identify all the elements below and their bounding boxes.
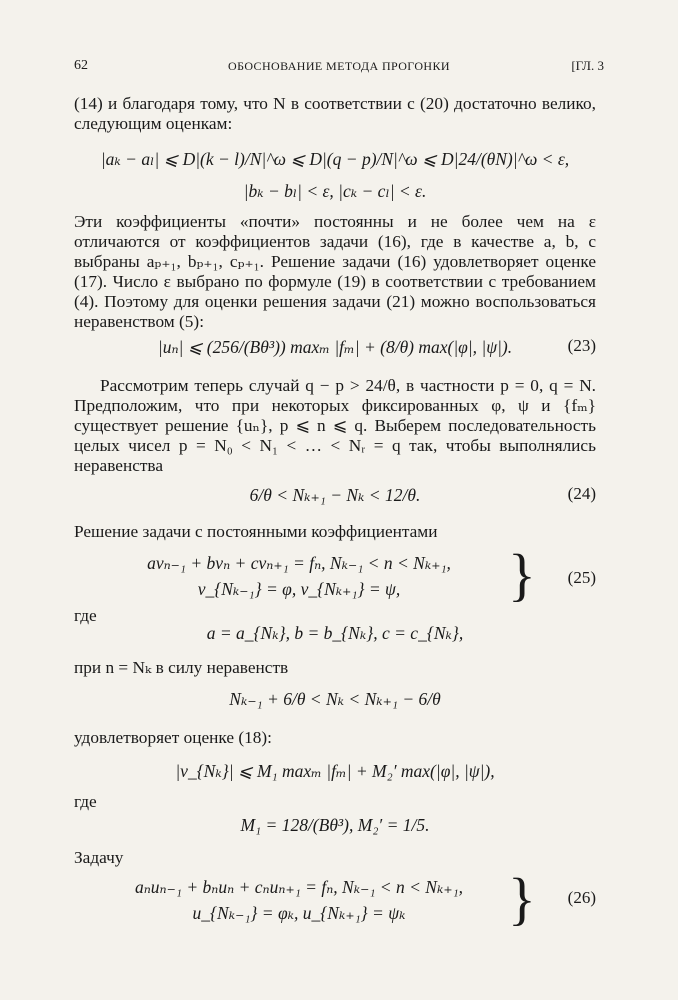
equation-constants: M₁ = 128/(Bθ³), M₂′ = 1/5. — [240, 815, 430, 835]
equation-number-23: (23) — [567, 336, 596, 355]
equation-26-line-2: u_{Nₖ₋₁} = φₖ, u_{Nₖ₊₁} = ψₖ — [192, 903, 406, 923]
paragraph-3: Рассмотрим теперь случай q − p > 24/θ, в частности p = 0, q = N. Предположим, что при некоторых фиксированных φ, ψ и {fₘ} существует решение {uₙ}, p ⩽ n ⩽ q. Выберем последовательность целых чисел p = N₀ < N₁ < … < Nᵣ = q так, чтобы выполнялись неравенства — [74, 376, 596, 475]
equation-25-line-1: avₙ₋₁ + bvₙ + cvₙ₊₁ = fₙ, Nₖ₋₁ < n < Nₖ₊₁, — [147, 553, 451, 573]
paragraph-1: (14) и благодаря тому, что N в соответствии с (20) достаточно велико, следующим оценкам: — [74, 94, 596, 133]
paragraph-4: Решение задачи с постоянными коэффициентами — [74, 522, 438, 541]
equation-number-25: (25) — [567, 568, 596, 587]
equation-23: |uₙ| ⩽ (256/(Bθ³)) maxₘ |fₘ| + (8/θ) max(|φ|, |ψ|). — [157, 337, 513, 357]
equation-inequality: Nₖ₋₁ + 6/θ < Nₖ < Nₖ₊₁ − 6/θ — [229, 689, 441, 709]
equation-25-line-2: v_{Nₖ₋₁} = φ, v_{Nₖ₊₁} = ψ, — [197, 579, 401, 599]
right-brace-25: } — [508, 542, 536, 607]
equation-estimate-18: |v_{Nₖ}| ⩽ M₁ maxₘ |fₘ| + M₂′ max(|φ|, |ψ|), — [175, 761, 495, 781]
equation-24: 6/θ < Nₖ₊₁ − Nₖ < 12/θ. — [249, 485, 421, 505]
equation-number-26: (26) — [567, 888, 596, 907]
right-brace-26: } — [508, 866, 536, 931]
paragraph-5: где — [74, 606, 97, 625]
paragraph-8: где — [74, 792, 97, 811]
running-header — [74, 58, 604, 78]
equation-abc: a = a_{Nₖ}, b = b_{Nₖ}, c = c_{Nₖ}, — [206, 623, 464, 643]
chapter-label: [ГЛ. 3 — [571, 58, 604, 73]
page-number: 62 — [74, 58, 88, 73]
running-title: ОБОСНОВАНИЕ МЕТОДА ПРОГОНКИ — [228, 59, 450, 73]
equation-26-line-1: aₙuₙ₋₁ + bₙuₙ + cₙuₙ₊₁ = fₙ, Nₖ₋₁ < n < Nₖ₊₁, — [134, 877, 464, 897]
equation-estimate-a: |aₖ − aₗ| ⩽ D|(k − l)/N|^ω ⩽ D|(q − p)/N|^ω ⩽ D|24/(θN)|^ω < ε, — [100, 149, 570, 169]
paragraph-2: Эти коэффициенты «почти» постоянны и не более чем на ε отличаются от коэффициентов задачи (16), где в качестве a, b, c выбраны aₚ₊₁, bₚ₊₁, cₚ₊₁. Решение задачи (16) удовлетворяет оценке (17). Число ε выбрано по формуле (19) в соответствии с требованием (4). Поэтому для оценки решения задачи (21) можно воспользоваться неравенством (5): — [74, 212, 596, 331]
paragraph-7: удовлетворяет оценке (18): — [74, 728, 272, 747]
paragraph-6: при n = Nₖ в силу неравенств — [74, 658, 289, 677]
equation-estimate-bc: |bₖ − bₗ| < ε, |cₖ − cₗ| < ε. — [243, 181, 427, 201]
paragraph-9: Задачу — [74, 848, 124, 867]
equation-number-24: (24) — [567, 484, 596, 503]
